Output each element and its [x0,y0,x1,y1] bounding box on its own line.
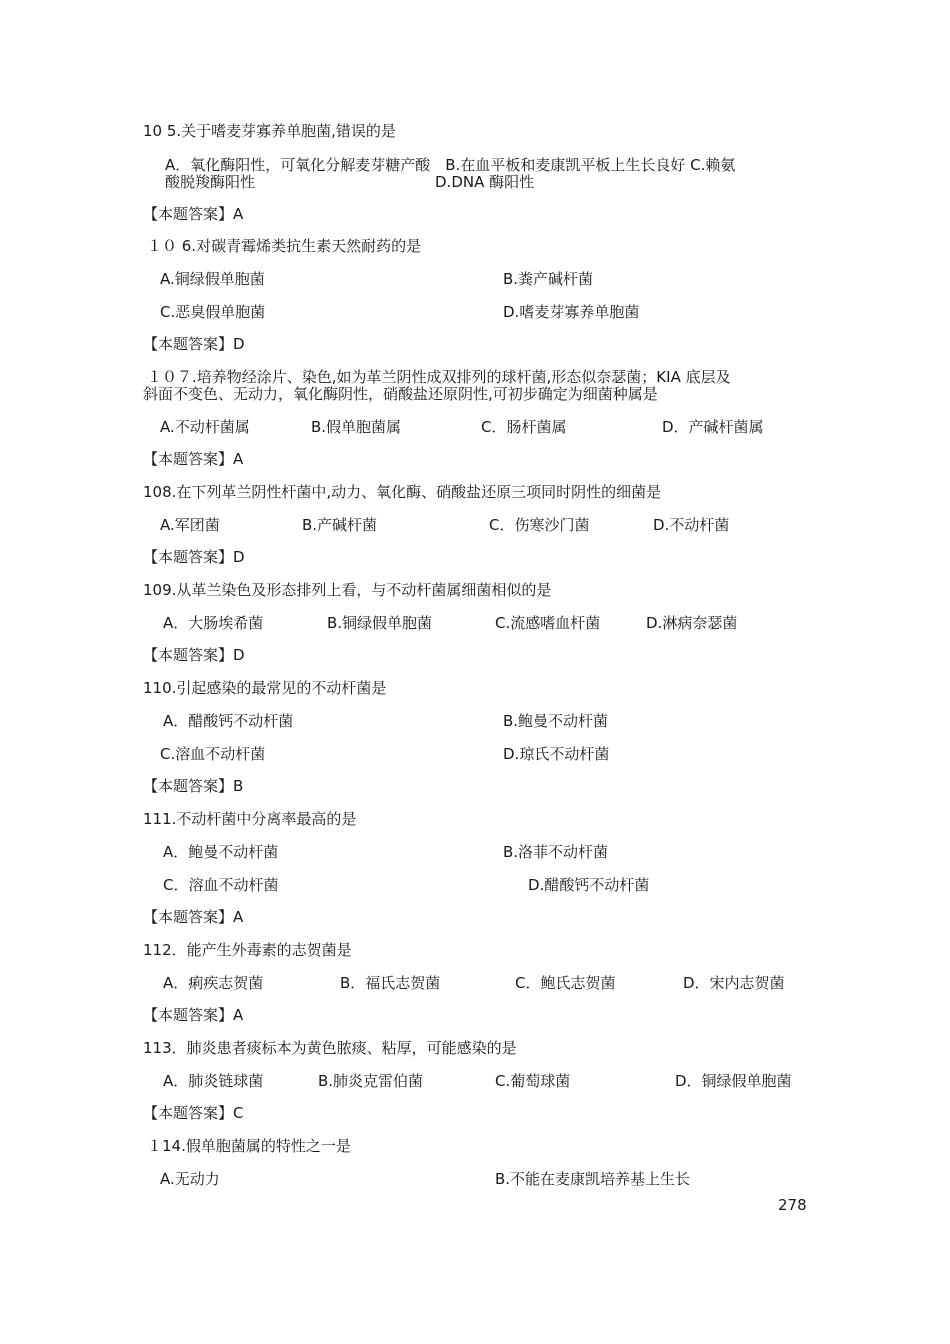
question-106-option-a: A.铜绿假单胞菌 [160,270,265,288]
question-112-option-b: B．福氏志贺菌 [340,974,441,992]
question-111-option-a: A．鲍曼不动杆菌 [163,843,279,861]
question-113-option-c: C.葡萄球菌 [495,1072,571,1090]
question-113-option-d: D．铜绿假单胞菌 [675,1072,792,1090]
question-113-option-a: A．肺炎链球菌 [163,1072,264,1090]
question-113-answer: 【本题答案】C [143,1104,244,1122]
question-106-answer: 【本题答案】D [143,335,245,353]
question-106-option-c: C.恶臭假单胞菌 [160,303,266,321]
page-number: 278 [778,1196,807,1214]
question-113-stem: 113．肺炎患者痰标本为黄色脓痰、粘厚，可能感染的是 [143,1039,517,1057]
question-108-option-c: C．伤寒沙门菌 [489,516,590,534]
question-108-option-a: A.军团菌 [160,516,220,534]
question-109-option-c: C.流感嗜血杆菌 [495,614,601,632]
question-110-answer: 【本题答案】B [143,777,244,795]
question-105-options-line-2: 酸脱羧酶阳性 D.DNA 酶阳性 [165,173,535,191]
question-112-answer: 【本题答案】A [143,1006,244,1024]
question-108-option-d: D.不动杆菌 [653,516,730,534]
question-106-option-b: B.粪产碱杆菌 [503,270,594,288]
question-108-stem: 108.在下列革兰阴性杆菌中,动力、氧化酶、硝酸盐还原三项同时阴性的细菌是 [143,483,662,501]
question-106-stem: １０ 6.对碳青霉烯类抗生素天然耐药的是 [147,237,422,255]
question-111-answer: 【本题答案】A [143,908,244,926]
question-107-option-b: B.假单胞菌属 [311,418,402,436]
question-107-stem: １０７.培养物经涂片、染色,如为革兰阴性成双排列的球杆菌,形态似奈瑟菌；KIA 底层及 [147,368,731,386]
question-110-option-a: A．醋酸钙不动杆菌 [163,712,294,730]
question-109-option-b: B.铜绿假单胞菌 [327,614,433,632]
question-106-option-d: D.嗜麦芽寡养单胞菌 [503,303,640,321]
question-111-option-d: D.醋酸钙不动杆菌 [528,876,650,894]
question-110-option-b: B.鲍曼不动杆菌 [503,712,609,730]
question-112-option-c: C．鲍氏志贺菌 [515,974,616,992]
question-109-answer: 【本题答案】D [143,646,245,664]
question-109-stem: 109.从革兰染色及形态排列上看，与不动杆菌属细菌相似的是 [143,581,552,599]
question-108-option-b: B.产碱杆菌 [302,516,378,534]
question-109-option-a: A．大肠埃希菌 [163,614,264,632]
question-113-option-b: B.肺炎克雷伯菌 [318,1072,424,1090]
question-110-option-d: D.琼氏不动杆菌 [503,745,610,763]
question-112-stem: 112．能产生外毒素的志贺菌是 [143,941,352,959]
question-109-option-d: D.淋病奈瑟菌 [646,614,738,632]
question-114-option-a: A.无动力 [160,1170,220,1188]
question-114-option-b: B.不能在麦康凯培养基上生长 [495,1170,691,1188]
question-111-option-c: C．溶血不动杆菌 [163,876,279,894]
question-107-stem-line-2: 斜面不变色、无动力，氧化酶阴性，硝酸盐还原阴性,可初步确定为细菌种属是 [143,385,658,403]
question-107-answer: 【本题答案】A [143,450,244,468]
question-112-option-a: A．痢疾志贺菌 [163,974,264,992]
question-112-option-d: D．宋内志贺菌 [683,974,785,992]
question-110-stem: 110.引起感染的最常见的不动杆菌是 [143,679,387,697]
question-111-stem: 111.不动杆菌中分离率最高的是 [143,810,357,828]
question-105-options-line-1: A．氧化酶阳性，可氧化分解麦芽糖产酸 B.在血平板和麦康凯平板上生长良好 C.赖氨 [165,156,736,174]
question-107-option-d: D．产碱杆菌属 [662,418,764,436]
question-105-stem: 10 5.关于嗜麦芽寡养单胞菌,错误的是 [143,122,396,140]
question-110-option-c: C.溶血不动杆菌 [160,745,266,763]
question-111-option-b: B.洛菲不动杆菌 [503,843,609,861]
question-105-answer: 【本题答案】A [143,205,244,223]
question-108-answer: 【本题答案】D [143,548,245,566]
question-107-option-a: A.不动杆菌属 [160,418,250,436]
question-107-option-c: C．肠杆菌属 [481,418,567,436]
question-114-stem: １14.假单胞菌属的特性之一是 [147,1137,351,1155]
